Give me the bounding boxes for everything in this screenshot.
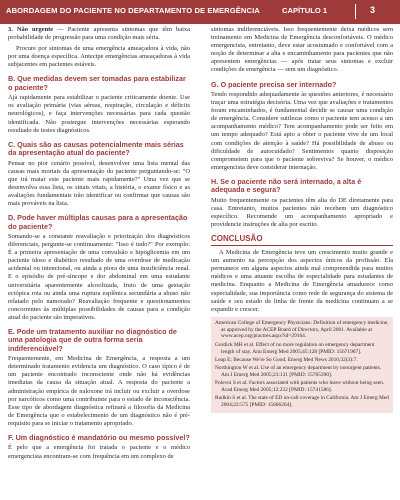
paragraph-continued: sintomas indiferenciáveis. Isso frequentemente deixa médicos sem treinamento em Medicina de Emergência desconfortáveis. O médico emergencista, entretanto, deve estar acostumado e confortável com a noção de determinar a alta e encaminhamento para pacientes que não apresentem emergências — após tratar seus sintomas e excluir condições de emergência — sem um diagnóstico. <box>211 26 393 74</box>
running-title: ABORDAGEM DO PACIENTE NO DEPARTAMENTO DE EMERGÊNCIA <box>6 6 260 15</box>
heading-admission: G. O paciente precisa ser internado? <box>211 79 337 89</box>
paragraph-multiple-causes: Somando-se a constante reavaliação e priorização dos diagnósticos diferenciais, pergunte-se continuamente: "Isso é tudo?" Por exemplo: É a primeira apresentação de uma convulsão e hipoglicemia em um paciente idoso e diabético resultado de uma overdose de medicação acidental ou intencional, ou ainda a piora de uma insuficiência renal. E o episódio de pré-síncope e dor abdominal em uma estudante universitária aparentemente alcoolizada, fruto de uma gestação ectópica rota ou ainda uma ruptura esplênica secundária a abuso não relatado pelo namorado? Reavaliação frequente e questionamentos concorrentes às múltiplas possibilidades de causas para a condição atual do paciente são imperativos. <box>8 232 190 321</box>
heading-treatment-diagnosis: E. Pode um tratamento auxiliar no diagnóstico de uma patologia que de outra forma seria indiferenciável? <box>8 326 177 353</box>
heading-serious-causes: C. Quais são as causas potencialmente mais sérias da apresentação atual do paciente? <box>8 139 184 158</box>
right-column <box>211 26 393 413</box>
reference-item: Polevoi S et al. Factors associated with patients who leave without being seen. Acad Emerg Med 2005;12:232 [PMID: 15741586]. <box>215 380 385 394</box>
conclusion-heading: CONCLUSÃO <box>211 234 263 244</box>
paragraph-serious-causes: Pensar no pior cenário possível, desenvolver uma lista mental das causas mais mortais da apresentação do paciente perguntando-se: "O que irá matar este paciente mais rapidamente?" Uma vez que se desenvolva essa lista, os sinais vitais, a história, o exame físico e as avaliações fundamentais irão identificar ou confirmar que causas são mais prováveis na lista. <box>8 159 190 208</box>
paragraph-diagnosis-mandatory: É pelo que a emergência foi tratada o paciente e o médico emergencista encontram-se com frequência em um complexo de <box>8 444 190 460</box>
heading-diagnosis-mandatory: F. Um diagnóstico é mandatório ou mesmo possível? <box>8 433 190 443</box>
reference-item: Northington W et al. Use of an emergency department by nonurgent patients. Am J Emerg Med 2005;23:131 [PMID: 15765390]. <box>215 365 382 378</box>
heading-multiple-causes: D. Pode haver múltiplas causas para a apresentação do paciente? <box>8 213 188 231</box>
paragraph-admission: Tendo respondido adequadamente às questões anteriores, é necessário traçar uma estratégia decisória. Uma vez que avaliações e tratamentos foram encaminhados, é fundamental decidir se causar uma condição de emergência. Considere sutilezas como o paciente tem acesso a um acompanhamento médico? Tem acompanhamento pode ser feito em um tempo adequado? Está apto a obter o paciente vive de um local com condições de atenção à saúde? Há possibilidade de abuso ou dificuldade de autocuidado? Sentimentos quanto disposição comprometem para que o paciente sobreviva? Se houver, o médico emergencista deve considerar internação. <box>211 90 393 171</box>
paragraph-conclusion: A Medicina de Emergência teve um crescimento muito grande e um aumento na percepção dos aspectos únicos da profissão. Ela permanece em alguns aspectos ainda mal compreendida para muitos médicos e uma atuante escolha de especialidade para estudantes de medicina. Enquanto a Medicina de Emergência amadurece como especialidade, sua importância como rede de segurança do sistema de saúde e seu estado de linha de frente da medicina continuam a se expandir e crescer. <box>211 249 393 313</box>
header-divider <box>355 4 356 19</box>
paragraph-treatment-diagnosis: Frequentemente, em Medicina de Emergência, a resposta a um determinado tratamento evidencia um diagnóstico. O caso típico é de um paciente encontrado inconsciente onde não há evidências imediatas da causa da situação atual. A resposta do paciente a administração empírica de naloxone irá incluir ou excluir a overdose por narcóticos como uma contribuinte para o estado de inconsciência. Esse tipo de abordagem diagnóstica refinará a filosofia da Medicina de Emergência que o estabelecimento de um diagnóstico não é pré-requisito para se iniciar o tratamento apropriado. <box>8 355 190 427</box>
reference-item: Gordick MH et al. Effect of no more regulation on emergency department length of stay. Ann Emerg Med 2005;45:128 [PMID: 15671967]. <box>215 341 375 355</box>
reference-item: Leap E; Because We're So Good. Emerg Med News 2010;32(3):7. <box>215 356 358 363</box>
paragraph-discharge: Muito frequentemente os pacientes têm alta do DE diretamente para casa. Entretanto, muitos pacientes não recebem um diagnóstico específico. Recomende um acompanhamento apropriado e providencie instruções de alta por escrito. <box>211 196 393 228</box>
non-urgent-label: 3. Não urgente <box>8 26 54 33</box>
heading-stabilize: B. Que medidas devem ser tomadas para estabilizar o paciente? <box>8 74 186 92</box>
paragraph-symptoms: Procure por sintomas de uma emergência ameaçadora à vida, não por uma doença específica. Antecipe emergências ameaçadoras à vida subjacentes em pacientes estáveis. <box>8 45 190 69</box>
chapter-label: CAPÍTULO 1 <box>282 6 328 15</box>
paragraph-non-urgent <box>8 26 190 42</box>
page-header <box>0 0 400 24</box>
non-urgent-text: — Paciente apresenta sintomas que têm baixa probabilidade de progressão para uma condição mais séria. <box>8 26 190 42</box>
conclusion-rule <box>211 245 393 246</box>
paragraph-stabilize: Ajà rapidamente para estabilizar o paciente criticamente doente. Use os avaliação primária (vias aéreas, respiração, circulação e déficits neurológicos), e faça intervenções necessárias para cada questão identificada. Não postergue intervenções necessárias esperando resultado de testes diagnósticos. <box>8 94 190 134</box>
page-number: 3 <box>370 5 376 15</box>
references-box <box>211 317 393 414</box>
left-column <box>8 26 190 464</box>
heading-discharge: H. Se o paciente não será internado, a alta é adequada e segura? <box>211 176 362 195</box>
reference-item: Rudkin S et al. The state of ED on-call coverage in California. Am J Emerg Med 2004;22:575 [PMID: 15666264]. <box>215 395 389 409</box>
reference-item: American College of Emergency Physicians: Definition of emergency medicine, as approved by the ACEP Board of Directors, April 2001. Available at www.acep.org/practres.aspx?id=29164. <box>215 319 389 340</box>
